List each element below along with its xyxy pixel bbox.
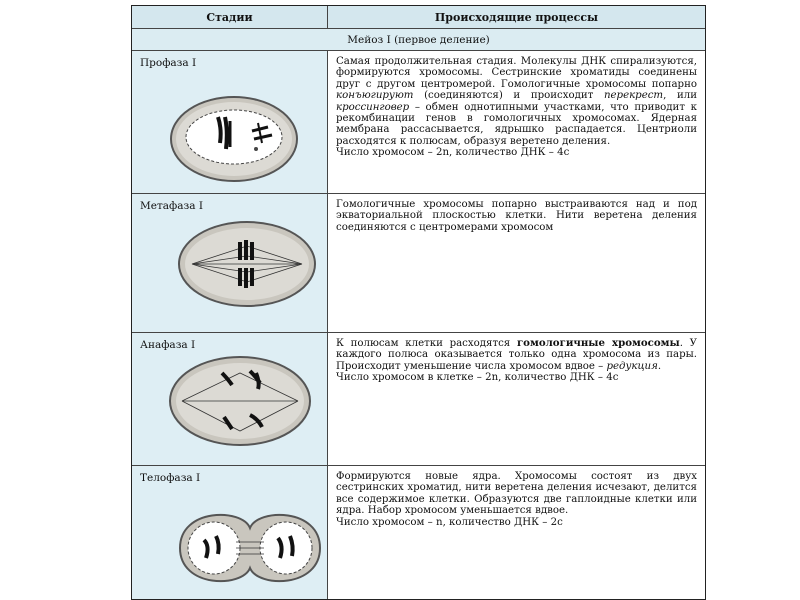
row-telophase <box>132 466 705 599</box>
stage-name: Анафаза I <box>140 339 196 351</box>
metaphase-description: Гомологичные хромосомы попарно выстраиваются над и под экваториальной плоскостью клетки. Нити веретена деления соединяются с центромерами хромосом <box>336 199 697 233</box>
metaphase-cell-drawing <box>132 194 327 332</box>
row-anaphase <box>132 333 705 466</box>
chromosome-count: Число хромосом – n, количество ДНК – 2с <box>336 516 563 528</box>
header-stages: Стадии <box>132 6 328 29</box>
stage-name: Профаза I <box>140 57 197 69</box>
prophase-description: Самая продолжительная стадия. Молекулы ДНК спирализуются, формируются хромосомы. Сестринские хроматиды соединены друг с другом центромерой. Гомологичные хромосомы попарно конъюгируют (соединяются) и происходит перекрест, или кроссинговер – обмен однотипными участками, что приводит к рекомбинации генов в гомологичных хромосомах. Ядерная мембрана рассасывается, ядрышко распадается. Центриоли расходятся к полюсам, образуя веретено деления. Число хромосом – 2n, количество ДНК – 4с <box>336 56 697 159</box>
process-cell <box>328 466 705 599</box>
process-cell <box>328 194 705 332</box>
anaphase-description: К полюсам клетки расходятся гомологичные хромосомы. У каждого полюса оказывается только одна хромосома из пары. Происходит уменьшение числа хромосом вдвое – редукция. Число хромосом в клетке – 2n, количество ДНК – 4с <box>336 337 697 384</box>
chromosome-count: Число хромосом – 2n, количество ДНК – 4с <box>336 147 570 159</box>
meiosis-table <box>131 5 706 600</box>
stage-cell <box>132 51 328 193</box>
chromosome-count: Число хромосом в клетке – 2n, количество ДНК – 4с <box>336 372 619 384</box>
prophase-cell-drawing <box>132 51 327 193</box>
stage-cell <box>132 466 328 599</box>
row-metaphase <box>132 194 705 333</box>
telophase-cell-drawing <box>132 466 327 599</box>
stage-name: Телофаза I <box>140 472 201 484</box>
meiosis-title: Мейоз I (первое деление) <box>132 29 705 51</box>
telophase-description: Формируются новые ядра. Хромосомы состоят из двух сестринских хроматид, нити веретена деления исчезают, делится все содержимое клетки. Образуются две гаплоидные клетки или ядра. Набор хромосом уменьшается вдвое. Число хромосом – n, количество ДНК – 2с <box>336 471 697 528</box>
stage-cell <box>132 194 328 332</box>
stage-name: Метафаза I <box>140 200 203 212</box>
stage-cell <box>132 333 328 465</box>
anaphase-cell-drawing <box>132 333 327 465</box>
process-cell <box>328 333 705 465</box>
header-processes: Происходящие процессы <box>328 6 705 29</box>
process-cell <box>328 51 705 193</box>
row-prophase <box>132 51 705 194</box>
